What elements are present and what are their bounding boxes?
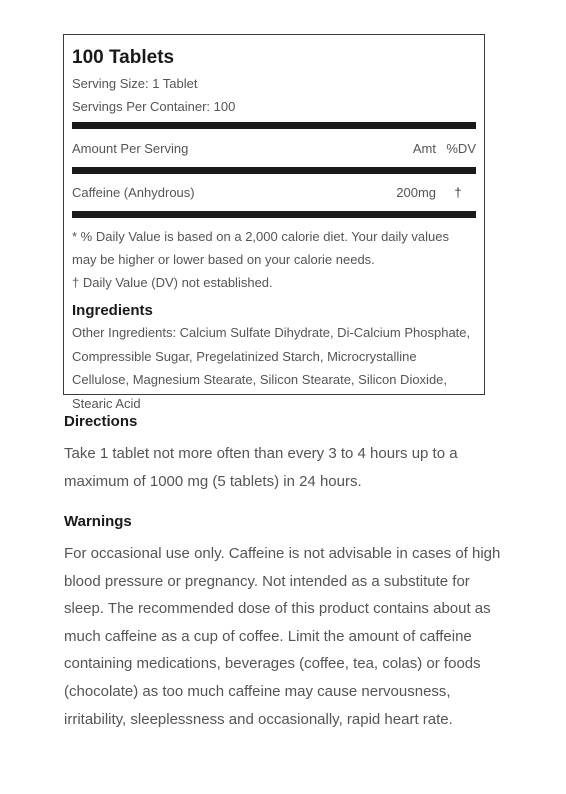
warnings-text: For occasional use only. Caffeine is not advisable in cases of high blood pressure or pregnancy. Not intended as a substitute for sleep. The recommended dose of this product contains about as much caffeine as a cup of coffee. Limit the amount of caffeine containing medications, beverages (coffee, tea, colas) or foods (chocolate) as too much caffeine may cause nervousness, irritability, sleeplessness and occasionally, rapid heart rate. [64,545,501,728]
ingredients-text: Other Ingredients: Calcium Sulfate Dihydrate, Di-Calcium Phosphate, Compressible Sugar, Pregelatinized Starch, Microcrystalline Cellulose, Magnesium Stearate, Silicon Stearate, Silicon Dioxide, Stearic Acid [72,325,471,411]
thick-divider [72,211,476,218]
nutrient-name: Caffeine (Anhydrous) [72,185,195,200]
thick-divider [72,167,476,174]
directions-title: Directions [64,413,138,430]
amt-header: Amt [412,140,436,156]
thick-divider [72,122,476,129]
facts-title: 100 Tablets [72,47,175,68]
nutrient-row [72,174,476,211]
nutrient-amount: 200mg [396,185,436,200]
facts-header-row [72,129,476,167]
ingredients-title: Ingredients [72,302,153,319]
daily-value-footnote: * % Daily Value is based on a 2,000 calorie diet. Your daily values may be higher or lower based on your calorie needs. [72,229,449,267]
serving-size: Serving Size: 1 Tablet [72,76,198,91]
servings-per-container: Servings Per Container: 100 [72,99,236,114]
amount-per-serving-label: Amount Per Serving [72,140,189,156]
supplement-facts-panel [63,34,485,411]
dv-header: %DV [446,140,476,156]
directions-text: Take 1 tablet not more often than every 3 to 4 hours up to a maximum of 1000 mg (5 tablets) in 24 hours. [64,445,458,490]
nutrient-dv: † [454,185,462,200]
warnings-title: Warnings [64,513,132,530]
dagger-footnote: † Daily Value (DV) not established. [72,275,273,290]
